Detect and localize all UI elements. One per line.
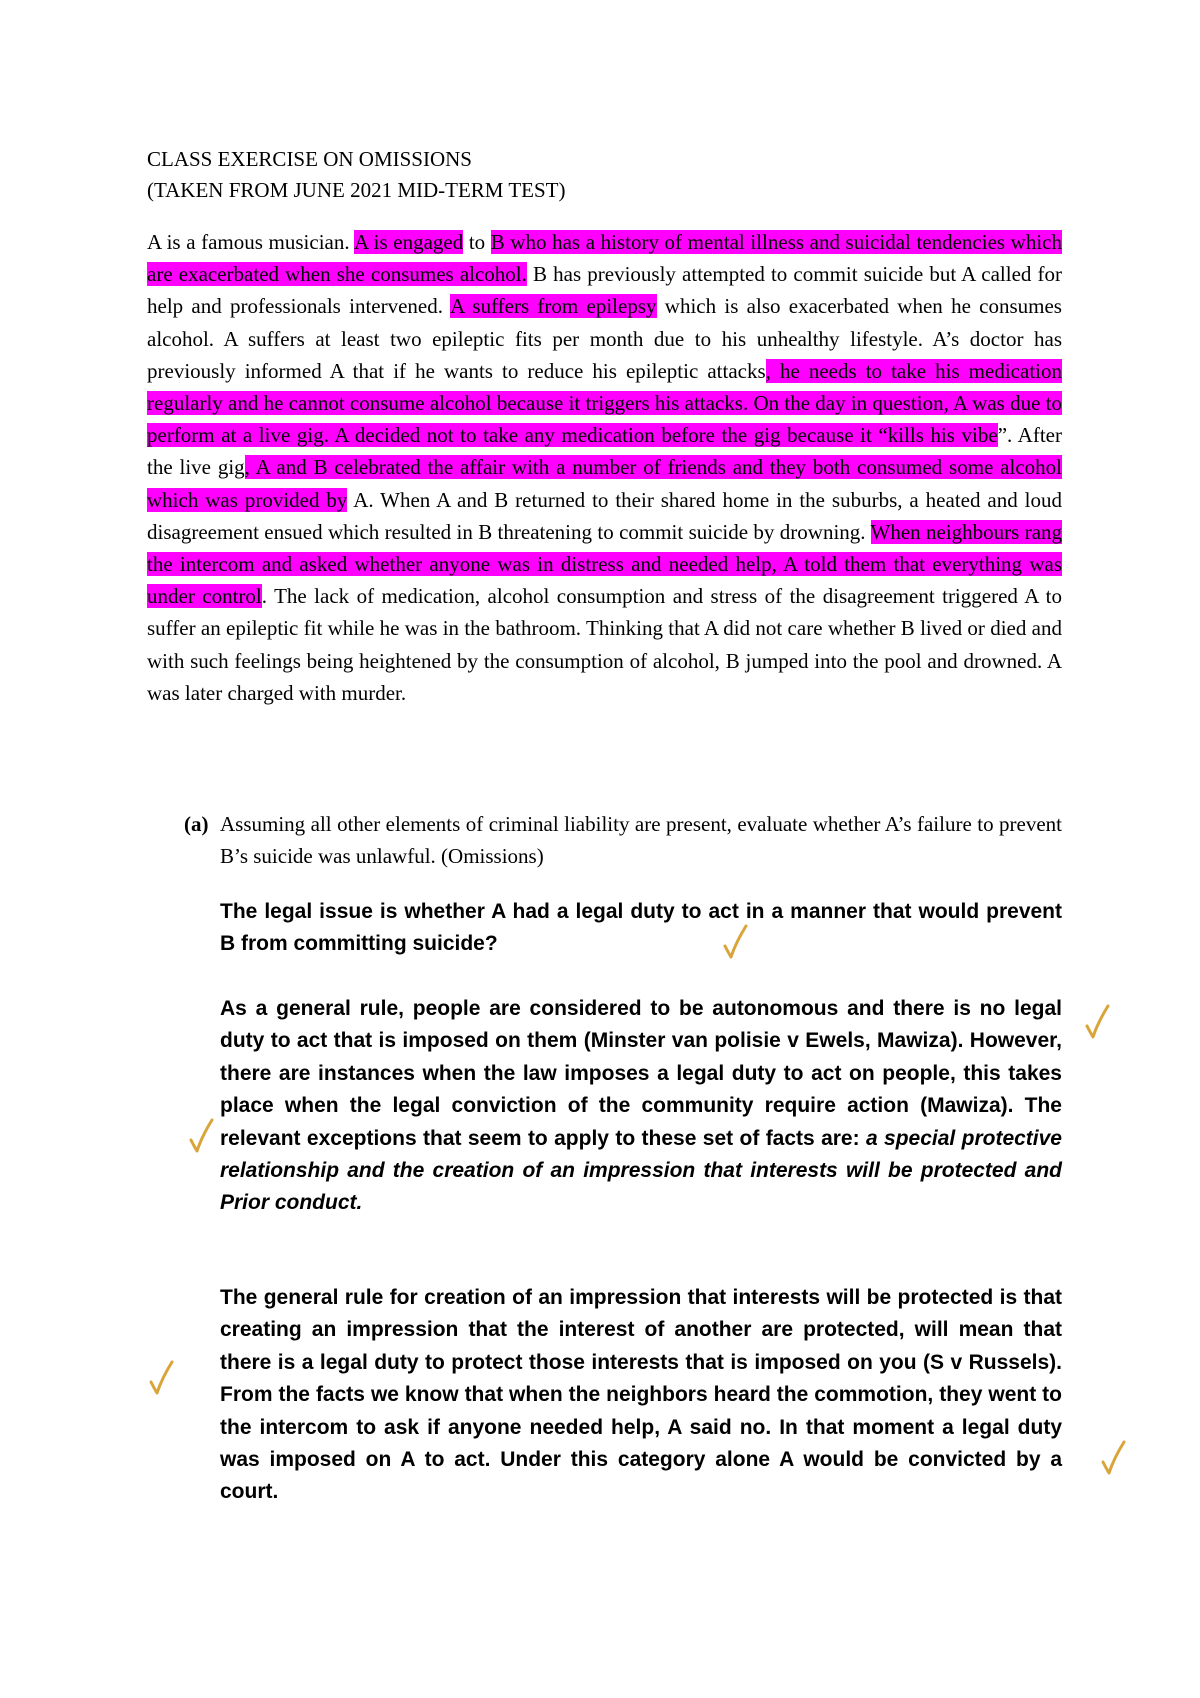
check-mark-icon <box>1100 1440 1126 1476</box>
passage-text: A. When A and B returned to their shared home in the suburbs, a heated and loud disagreement ensued which resulted in B threatening to commit suicide by drowning. <box>147 487 1062 544</box>
check-mark-icon <box>1084 1004 1110 1040</box>
answer-italic-text: a special protective relationship and the creation of an impression that interests will be protected and Prior conduct. <box>220 1126 1062 1215</box>
check-mark-icon <box>148 1360 174 1396</box>
highlighted-text: When neighbours rang the intercom and asked whether anyone was in distress and needed help, A told them that everything was under control <box>147 519 1063 609</box>
answer-text: As a general rule, people are considered to be autonomous and there is no legal duty to act that is imposed on them (Minster van polisie v Ewels, Mawiza). However, there are instances when the law imposes a legal duty to act on people, this takes place when the legal conviction of the community require action (Mawiza). The relevant exceptions that seem to apply to these set of facts are: <box>220 997 1062 1150</box>
fact-passage <box>147 226 1062 709</box>
highlighted-text: , he needs to take his medication regularly and he cannot consume alcohol because it triggers his attacks. On the day in question, A was due to perform at a live gig. A decided not to take any medication before the gig because it “kills his vibe <box>147 358 1063 448</box>
highlighted-text: A is engaged <box>354 230 464 254</box>
highlighted-text: B who has a history of mental illness and suicidal tendencies which are exacerbated when she consumes alcohol. <box>147 230 1062 287</box>
answer-paragraph: The legal issue is whether A had a legal duty to act in a manner that would prevent B from committing suicide? <box>220 900 1062 956</box>
check-mark-icon <box>188 1118 214 1154</box>
question-label: (a) <box>184 812 209 836</box>
passage-text: B has previously attempted to commit suicide but A called for help and professionals intervened. <box>147 262 1063 319</box>
document-heading <box>147 144 1047 206</box>
passage-text: . The lack of medication, alcohol consumption and stress of the disagreement triggered A to suffer an epileptic fit while he was in the bathroom. Thinking that A did not care whether B lived or died and with such feelings being heightened by the consumption of alcohol, B jumped into the pool and drowned. A was later charged with murder. <box>147 584 1062 705</box>
heading-subtitle: (TAKEN FROM JUNE 2021 MID-TERM TEST) <box>147 178 566 202</box>
heading-title: CLASS EXERCISE ON OMISSIONS <box>147 147 472 171</box>
passage-text: which is also exacerbated when he consumes alcohol. A suffers at least two epileptic fits per month due to his unhealthy lifestyle. A’s doctor has previously informed A that if he wants to reduce his epileptic attacks <box>147 294 1062 383</box>
highlighted-text: A suffers from epilepsy <box>450 294 657 319</box>
passage-text: A is a famous musician. <box>147 230 355 254</box>
answer-paragraph <box>220 993 1062 1220</box>
highlighted-text: , A and B celebrated the affair with a number of friends and they both consumed some alcohol which was provided by <box>147 455 1062 512</box>
question-text: Assuming all other elements of criminal liability are present, evaluate whether A’s failure to prevent B’s suicide was unlawful. (Omissions) <box>220 812 1062 868</box>
check-mark-icon <box>722 924 748 960</box>
passage-text: ”. After the live gig <box>147 423 1062 480</box>
answer-paragraph: The general rule for creation of an impression that interests will be protected is that creating an impression that the interest of another are protected, will mean that there is a legal duty to protect those interests that is imposed on you (S v Russels). From the facts we know that when the neighbors heard the commotion, they went to the intercom to ask if anyone needed help, A said no. In that moment a legal duty was imposed on A to act. Under this category alone A would be convicted by a court. <box>220 1286 1062 1504</box>
passage-text: to <box>463 230 491 254</box>
